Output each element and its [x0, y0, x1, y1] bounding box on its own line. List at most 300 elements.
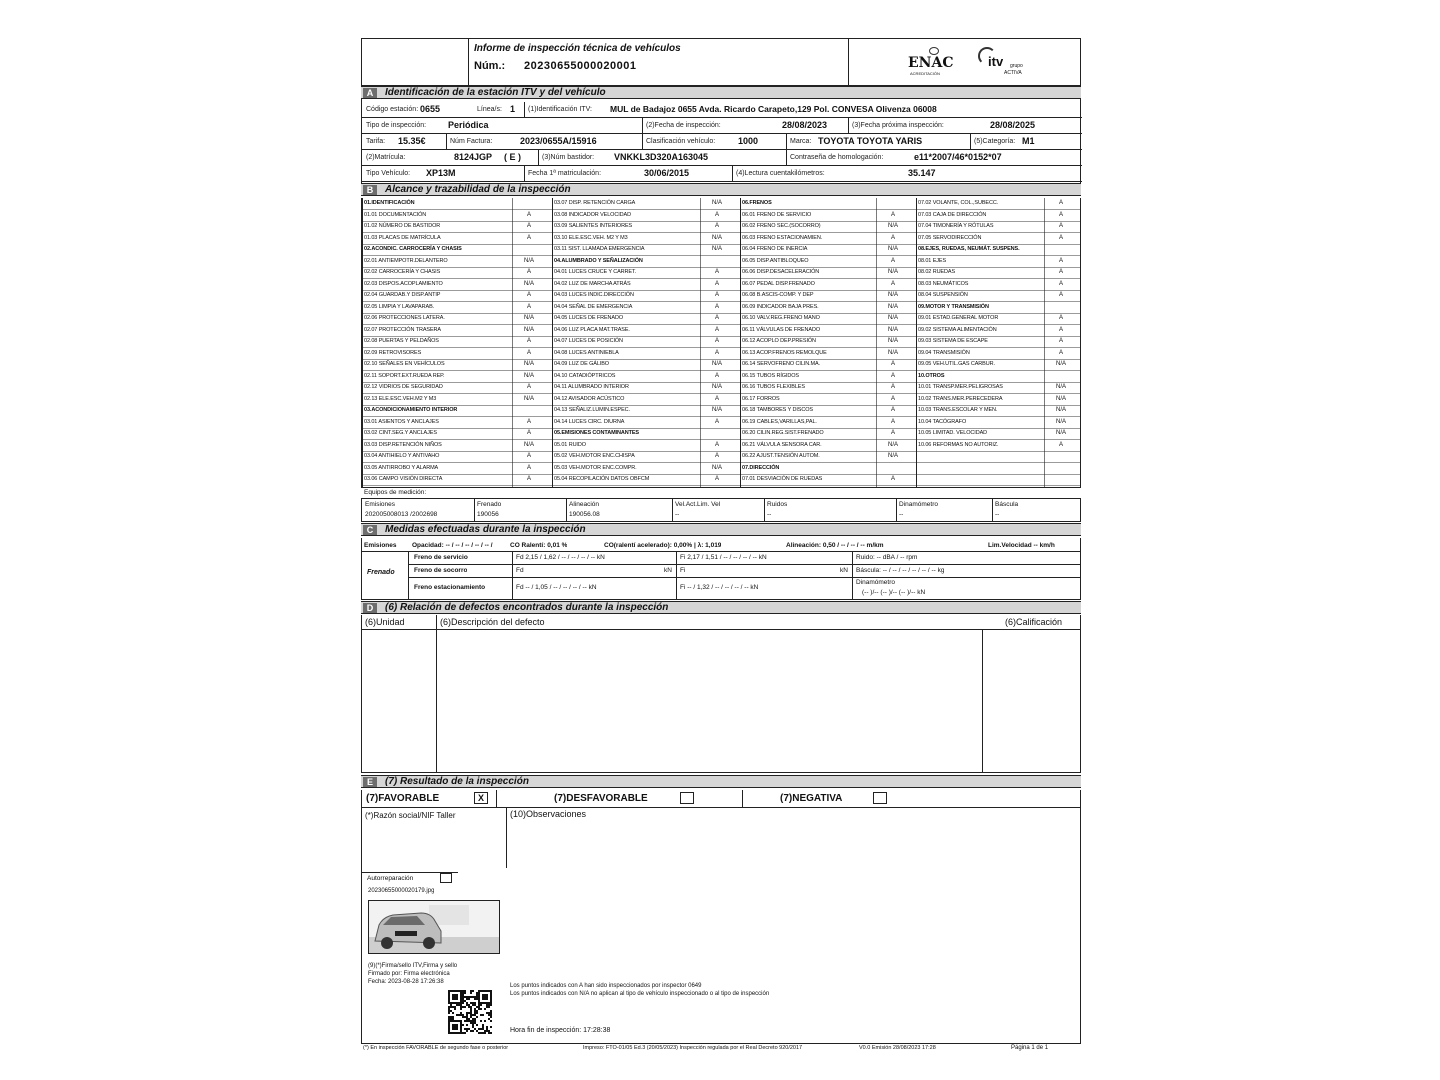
equipo-label: Alineación [569, 501, 599, 508]
equipo-value: -- [899, 511, 904, 518]
alcance-item-result: A [1058, 200, 1063, 206]
alcance-item-result: A [1058, 280, 1063, 287]
resultado-negativa-checkbox [873, 792, 887, 804]
alcance-item-label: 06.11 VÁLVULAS DE FRENADO [742, 326, 820, 333]
matricula-country: ( E ) [504, 152, 521, 162]
autorreparacion-checkbox [440, 873, 452, 883]
resultado-desfavorable-checkbox [680, 792, 694, 804]
section-e-letter: E [363, 777, 377, 787]
alcance-item-label: 08.03 NEUMÁTICOS [918, 280, 969, 287]
alcance-item-label: 01.03 PLACAS DE MATRÍCULA [364, 234, 441, 241]
alcance-item-result: N/A [711, 361, 722, 367]
categoria-label: (5)Categoría: [974, 138, 1016, 145]
alcance-item-label: 06.02 FRENO SEC.(SOCORRO) [742, 223, 821, 229]
alcance-item-result: A [714, 280, 719, 287]
alcance-item-label: 08.01 EJES [918, 257, 947, 264]
freno-socorro-fd-unit: kN [664, 567, 672, 574]
alcance-item-label: 03.05 ANTIRROBO Y ALARMA [364, 464, 439, 471]
alcance-item-result: N/A [523, 372, 534, 379]
contrasena-label: Contraseña de homologación: [790, 154, 884, 161]
alcance-item-label: 04.05 LUCES DE FRENADO [554, 315, 624, 321]
alcance-item-label: 05.01 RUIDO [554, 441, 586, 448]
alcance-item-label: 06.10 VALV.REG.FRENO MANO [742, 315, 820, 321]
alcance-item-result: N/A [887, 303, 898, 310]
alcance-item-result: A [1058, 211, 1063, 218]
alcance-item-label: 06.13 ACOP.FRENOS REMOLQUE [742, 349, 827, 356]
fecha-proxima-label: (3)Fecha próxima inspección: [852, 122, 944, 129]
section-a-body [361, 99, 1081, 195]
section-a-letter: A [363, 88, 377, 98]
autorreparacion-label: Autorreparación [367, 875, 414, 882]
alcance-item-label: 07.04 TIMONERÍA Y RÓTULAS [918, 223, 994, 229]
alcance-item-label: 02.08 PUERTAS Y PELDAÑOS [364, 338, 439, 344]
alcance-item-result: A [890, 407, 895, 413]
alcance-item-result: A [1058, 326, 1063, 333]
alcance-item-result: N/A [523, 395, 534, 402]
freno-socorro-fd: Fd [516, 567, 524, 574]
dinamometro-label: Dinamómetro [856, 579, 896, 586]
freno-servicio-label: Freno de servicio [414, 554, 468, 561]
lectura-km-value: 35.147 [908, 168, 936, 178]
resultado-negativa-label: (7)NEGATIVA [780, 793, 843, 804]
alcance-item-label: 06.12 ACOPLO DEP.PRESIÓN [742, 338, 816, 344]
alineacion-value: Alineación: 0,50 / -- / -- / -- m/km [786, 542, 884, 549]
alcance-item-result: A [890, 476, 895, 482]
alcance-item-label: 07.01 DESVIACIÓN DE RUEDAS [742, 476, 823, 482]
equipo-value: -- [995, 511, 1000, 518]
alcance-item-label: 04.03 LUCES INDIC.DIRECCIÓN [554, 292, 634, 298]
alcance-item-label: 04.ALUMBRADO Y SEÑALIZACIÓN [554, 257, 643, 264]
alcance-item-label: 06.06 DISP.DESACELERACIÓN [742, 269, 820, 275]
alcance-item-label: 10.01 TRANSP.MER.PELIGROSAS [918, 384, 1003, 390]
alcance-item-label: 03.10 ELE.ESC.VEH. M2 Y M3 [554, 234, 628, 241]
bastidor-value: VNKKL3D320A163045 [614, 152, 709, 162]
alcance-item-result: A [714, 338, 719, 344]
fecha-matriculacion-label: Fecha 1ª matriculación: [528, 170, 602, 177]
alcance-item-label: 03.09 SALIENTES INTERIORES [554, 223, 633, 229]
tipo-vehiculo-value: XP13M [426, 168, 456, 178]
freno-servicio-fd: Fd 2,15 / 1,62 / -- / -- / -- / -- kN [516, 554, 605, 561]
lectura-km-label: (4)Lectura cuentakilómetros: [736, 170, 825, 177]
factura-label: Núm Factura: [450, 138, 493, 145]
co-acelerado-value: CO(ralentí acelerado): 0,00% | λ: 1,019 [604, 542, 722, 549]
alcance-item-label: 09.MOTOR Y TRANSMISIÓN [918, 303, 989, 310]
categoria-value: M1 [1022, 136, 1035, 146]
enac-logo-subtext: ACREDITACIÓN [910, 71, 940, 76]
equipo-value: -- [675, 511, 680, 518]
section-c-letter: C [363, 525, 377, 535]
alcance-item-label: 01.01 DOCUMENTACIÓN [364, 211, 427, 218]
opacidad-value: Opacidad: -- / -- / -- / -- / -- / [412, 542, 493, 549]
alcance-item-result: A [526, 234, 531, 241]
section-a-header [361, 86, 1081, 99]
section-d-letter: D [363, 603, 377, 613]
alcance-item-result: N/A [523, 361, 534, 367]
alcance-item-result: N/A [887, 315, 898, 321]
alcance-item-result: N/A [1055, 384, 1066, 390]
alcance-item-result: A [526, 269, 531, 275]
alcance-item-label: 10.02 TRANS.MER.PERECEDERA [918, 395, 1003, 402]
vehicle-photo [368, 900, 500, 954]
alcance-item-result: N/A [887, 349, 898, 356]
firma-line-3: Fecha: 2023-08-28 17:26:38 [368, 979, 444, 985]
observaciones-label: (10)Observaciones [510, 809, 587, 819]
defecto-unidad-header: (6)Unidad [365, 617, 405, 627]
alcance-item-label: 05.02 VEH.MOTOR ENC.CHISPA [554, 453, 635, 459]
qr-code [448, 990, 492, 1034]
alcance-item-label: 10.OTROS [918, 372, 945, 379]
freno-servicio-fi: Fi 2,17 / 1,51 / -- / -- / -- / -- kN [680, 554, 767, 561]
equipo-value: 190056.08 [569, 511, 600, 518]
alcance-item-result: A [526, 384, 531, 390]
alcance-item-result: A [714, 292, 719, 298]
alcance-item-result: N/A [1055, 361, 1066, 367]
section-d-header [361, 601, 1081, 614]
bastidor-label: (3)Núm bastidor: [542, 154, 595, 161]
alcance-item-label: 02.11 SOPORT.EXT.RUEDA REP. [364, 372, 445, 379]
itv-logo-text: itv [988, 55, 1004, 69]
alcance-item-label: 09.02 SISTEMA ALIMENTACIÓN [918, 326, 997, 333]
alcance-item-result: N/A [887, 223, 898, 229]
alcance-item-result: N/A [887, 246, 898, 252]
alcance-item-result: A [890, 257, 895, 264]
resultado-favorable-checkbox: X [474, 792, 488, 804]
alcance-item-result: A [1058, 349, 1063, 356]
alcance-item-result: N/A [711, 464, 722, 471]
alcance-item-label: 01.IDENTIFICACIÓN [364, 200, 415, 206]
freno-estacionamiento-label: Freno estacionamiento [414, 584, 486, 591]
qr-code-icon [448, 990, 492, 1034]
alcance-item-label: 08.04 SUSPENSIÓN [918, 292, 968, 298]
alcance-item-label: 03.11 SIST. LLAMADA EMERGENCIA [554, 246, 645, 252]
alcance-item-result: N/A [887, 269, 898, 275]
resultado-desfavorable-label: (7)DESFAVORABLE [554, 793, 648, 804]
alcance-item-label: 06.21 VÁLVULA SENSORA CAR. [742, 441, 822, 448]
alcance-item-result: N/A [711, 200, 722, 206]
alcance-item-label: 02.07 PROTECCIÓN TRASERA [364, 326, 441, 333]
alcance-item-result: A [714, 326, 719, 333]
resultado-body [361, 808, 1081, 1044]
alcance-item-label: 06.20 CILIN.REG.SIST.FRENADO [742, 430, 824, 436]
alcance-item-result: A [526, 338, 531, 344]
alcance-item-label: 02.09 RETROVISORES [364, 349, 422, 356]
fecha-inspeccion-value: 28/08/2023 [782, 120, 828, 130]
linea-label: Línea/s: [477, 106, 502, 113]
factura-value: 2023/0655A/15916 [520, 136, 597, 146]
report-number: 20230655000020001 [524, 60, 637, 72]
alcance-item-label: 06.14 SERVOFRENO CILIN.MA. [742, 361, 820, 367]
alcance-item-label: 06.07 PEDAL DISP.FRENADO [742, 280, 815, 287]
codigo-estacion-label: Código estación: [366, 106, 419, 113]
identificacion-itv-value: MUL de Badajoz 0655 Avda. Ricardo Carapeto,129 Pol. CONVESA Olivenza 06008 [610, 104, 937, 114]
alcance-item-result: A [526, 349, 531, 356]
codigo-estacion-value: 0655 [420, 104, 441, 114]
alcance-item-result: A [1058, 269, 1063, 275]
alcance-item-result: A [890, 361, 895, 367]
alcance-item-result: A [1058, 234, 1063, 241]
report-header [361, 38, 1081, 86]
alcance-item-result: N/A [887, 453, 898, 459]
alcance-item-label: 03.08 INDICADOR VELOCIDAD [554, 211, 631, 218]
alcance-item-label: 09.01 ESTAD.GENERAL MOTOR [918, 315, 999, 321]
alcance-item-label: 03.07 DISP. RETENCIÓN CARGA [554, 200, 636, 206]
emisiones-label: Emisiones [364, 542, 397, 549]
bascula-value: Báscula: -- / -- / -- / -- / -- / -- kg [856, 567, 945, 574]
equipo-label: Vel.Act.Lim. Vel [675, 501, 721, 508]
alcance-item-result: N/A [887, 326, 898, 333]
section-c-title: Medidas efectuadas durante la inspección [385, 524, 586, 535]
alcance-item-label: 05.EMISIONES CONTAMINANTES [554, 430, 640, 436]
alcance-item-result: A [526, 453, 531, 459]
alcance-item-result: N/A [523, 326, 534, 333]
alcance-item-result: A [714, 349, 719, 356]
alcance-item-label: 03.03 DISP.RETENCIÓN NIÑOS [364, 441, 442, 448]
equipo-label: Dinamómetro [899, 501, 939, 508]
equipos-label: Equipos de medición: [364, 489, 427, 496]
alcance-item-label: 09.05 VEH.UTIL.GAS CARBUR. [918, 361, 995, 367]
itv-logo [976, 43, 1046, 83]
dinamometro-value: (-- )/-- (-- )/-- (-- )/-- kN [862, 589, 926, 596]
section-b-title: Alcance y trazabilidad de la inspección [385, 184, 571, 195]
alcance-item-result: N/A [1055, 430, 1066, 436]
ruido-value: Ruido: -- dBA / -- rpm [856, 554, 918, 561]
alcance-item-result: A [1058, 257, 1063, 264]
alcance-item-label: 06.17 FORROS [742, 395, 780, 402]
alcance-item-label: 02.02 CARROCERÍA Y CHASIS [364, 269, 441, 275]
section-e-title: (7) Resultado de la inspección [385, 776, 529, 787]
lim-velocidad-value: Lim.Velocidad -- km/h [988, 542, 1055, 549]
alcance-item-result: A [714, 372, 719, 379]
contrasena-value: e11*2007/46*0152*07 [914, 152, 1002, 162]
tipo-vehiculo-label: Tipo Vehículo: [366, 170, 411, 177]
freno-socorro-fi-unit: kN [840, 567, 848, 574]
alcance-item-label: 02.10 SEÑALES EN VEHÍCULOS [364, 361, 445, 367]
alcance-item-result: A [714, 315, 719, 321]
alcance-item-result: A [714, 303, 719, 310]
itv-logo-subtext: grupo [1010, 63, 1023, 69]
photo-filename: 20230655000020179.jpg [368, 888, 435, 894]
alcance-item-label: 06.03 FRENO ESTACIONAMIEN. [742, 234, 823, 241]
clasificacion-value: 1000 [738, 136, 759, 146]
equipo-value: 202005008013 /2002698 [365, 511, 438, 518]
freno-socorro-label: Freno de socorro [414, 567, 468, 574]
alcance-item-result: A [526, 211, 531, 218]
alcance-item-result: A [526, 303, 531, 310]
alcance-item-label: 05.04 RECOPILACIÓN DATOS OBFCM [554, 476, 650, 482]
alcance-item-result: N/A [711, 384, 722, 390]
alcance-item-label: 06.05 DISP.ANTIBLOQUEO [742, 257, 809, 264]
report-title: Informe de inspección técnica de vehículos [474, 43, 681, 54]
alcance-item-result: A [526, 418, 531, 425]
defecto-calificacion-header: (6)Calificación [1005, 617, 1063, 627]
alcance-item-label: 03.ACONDICIONAMIENTO INTERIOR [364, 407, 458, 413]
alcance-item-label: 02.01 ANTIEMPOTR.DELANTERO [364, 257, 448, 264]
alcance-item-label: 03.01 ASIENTOS Y ANCLAJES [364, 418, 439, 425]
section-a-title: Identificación de la estación ITV y del vehículo [385, 87, 606, 98]
firma-line-2: Firmado por: Firma electrónica [368, 971, 450, 977]
tipo-inspeccion-label: Tipo de inspección: [366, 122, 427, 129]
section-b-header [361, 183, 1081, 196]
resultado-row [361, 790, 1081, 808]
alcance-item-result: A [890, 395, 895, 402]
alcance-item-label: 10.06 REFORMAS NO AUTORIZ. [918, 441, 999, 448]
alcance-item-label: 02.13 ELE.ESC.VEH.M2 Y M3 [364, 395, 437, 402]
alcance-item-result: A [714, 441, 719, 448]
alcance-item-result: A [526, 476, 531, 482]
alcance-item-label: 07.05 SERVODIRECCIÓN [918, 234, 982, 241]
alcance-item-result: N/A [523, 280, 534, 287]
nota-no-aplica: Los puntos indicados con N/A no aplican al tipo de vehículo inspeccionado o al tipo de inspección [510, 991, 770, 997]
firma-line-1: (9)(*)Firma/sello ITV,Firma y sello [368, 963, 458, 969]
inspection-report [361, 38, 1081, 1056]
equipo-label: Frenado [477, 501, 502, 508]
co-ralenti-value: CO Ralentí: 0,01 % [510, 542, 568, 549]
alcance-item-result: A [1058, 223, 1063, 229]
fecha-proxima-value: 28/08/2025 [990, 120, 1036, 130]
alcance-item-label: 04.04 SEÑAL DE EMERGENCIA [554, 303, 633, 310]
alcance-item-result: N/A [523, 315, 534, 321]
alcance-item-label: 05.03 VEH.MOTOR ENC.COMPR. [554, 464, 637, 471]
equipo-label: Emisiones [365, 501, 395, 508]
alcance-item-label: 02.05 LIMPIA Y LAVAPARAB. [364, 303, 435, 310]
alcance-grid [361, 198, 1081, 488]
alcance-item-label: 06.22 AJUST.TENSIÓN AUTOM. [742, 453, 820, 459]
resultado-favorable-label: (7)FAVORABLE [366, 793, 440, 804]
alcance-item-label: 03.04 ANTIHIELO Y ANTIVAHO [364, 453, 440, 459]
alcance-item-label: 03.02 CINT.SEG.Y ANCLAJES [364, 430, 437, 436]
alcance-item-result: A [714, 476, 719, 482]
alcance-item-label: 09.04 TRANSMISIÓN [918, 349, 970, 356]
alcance-item-label: 04.11 ALUMBRADO INTERIOR [554, 384, 629, 390]
alcance-item-result: N/A [887, 292, 898, 298]
alcance-item-label: 06.16 TUBOS FLEXIBLES [742, 384, 805, 390]
alcance-item-label: 07.02 VOLANTE, COL.,SUBECC. [918, 200, 999, 206]
equipo-label: Ruidos [767, 501, 788, 508]
report-number-label: Núm.: [474, 60, 506, 72]
alcance-item-label: 10.04 TACÓGRAFO [918, 418, 967, 425]
alcance-item-result: A [1058, 338, 1063, 344]
alcance-item-result: A [1058, 315, 1063, 321]
alcance-item-label: 04.06 LUZ PLACA MAT.TRASE. [554, 326, 630, 333]
alcance-item-result: A [890, 418, 895, 425]
frenado-label: Frenado [367, 569, 395, 576]
freno-socorro-fi: Fi [680, 567, 686, 574]
alcance-item-result: A [714, 395, 719, 402]
footer-printed: Impreso: FTO-01/05 Ed.3 (20/05/2023) Inspección regulada por el Real Decreto 920/2017 [583, 1045, 803, 1051]
alcance-item-label: 04.14 LUCES CIRC. DIURNA [554, 418, 625, 425]
alcance-item-result: A [890, 211, 895, 218]
equipos-medicion [361, 498, 1081, 522]
alcance-item-result: N/A [523, 441, 534, 448]
alcance-item-result: A [526, 430, 531, 436]
alcance-item-label: 02.03 DISPOS.ACOPLAMIENTO [364, 280, 443, 287]
alcance-item-label: 02.06 PROTECCIONES LATERA. [364, 315, 445, 321]
alcance-item-label: 02.04 GUARDAB.Y DISP.ANTIP [364, 292, 441, 298]
alcance-item-result: A [1058, 292, 1063, 298]
itv-logo-subtext-2: ACTIVA [1004, 70, 1022, 76]
alcance-item-label: 08.02 RUEDAS [918, 269, 956, 275]
equipo-value: -- [767, 511, 772, 518]
section-b-letter: B [363, 185, 377, 195]
alcance-item-label: 06.19 CABLES,VARILLAS,PAL. [742, 418, 817, 425]
fecha-matriculacion-value: 30/06/2015 [644, 168, 690, 178]
enac-logo [905, 47, 963, 79]
alcance-item-label: 04.01 LUCES CRUCE Y CARRET. [554, 269, 637, 275]
defecto-descripcion-header: (6)Descripción del defecto [440, 617, 545, 627]
footer-emision: V0.0 Emisión 28/08/2023 17:28 [859, 1045, 936, 1051]
alcance-item-result: A [714, 223, 719, 229]
alcance-item-result: A [714, 453, 719, 459]
alcance-item-label: 04.09 LUZ DE GÁLIBO [554, 361, 609, 367]
alcance-item-label: 04.08 LUCES ANTINIEBLA [554, 349, 619, 356]
alcance-item-label: 06.FRENOS [742, 200, 772, 206]
alcance-item-label: 04.12 AVISADOR ACÚSTICO [554, 395, 625, 402]
identificacion-itv-label: (1)Identificación ITV: [528, 106, 592, 113]
hora-fin-inspeccion: Hora fin de inspección: 17:28:38 [510, 1027, 611, 1034]
fecha-inspeccion-label: (2)Fecha de inspección: [646, 122, 721, 129]
equipo-value: 190056 [477, 511, 499, 518]
alcance-item-label: 10.05 LIMITAD. VELOCIDAD [918, 430, 988, 436]
alcance-item-result: N/A [887, 441, 898, 448]
section-e-header [361, 775, 1081, 788]
footer-page: Página 1 de 1 [1011, 1045, 1049, 1051]
section-c-header [361, 523, 1081, 536]
alcance-item-result: N/A [523, 257, 534, 264]
matricula-label: (2)Matrícula: [366, 154, 406, 161]
alcance-item-label: 01.02 NÚMERO DE BASTIDOR [364, 223, 441, 229]
alcance-item-label: 06.04 FRENO DE INERCIA [742, 246, 808, 252]
alcance-item-result: N/A [887, 338, 898, 344]
alcance-item-result: A [714, 269, 719, 275]
alcance-item-label: 04.07 LUCES DE POSICIÓN [554, 338, 623, 344]
alcance-item-result: N/A [1055, 407, 1066, 413]
alcance-item-label: 02.ACONDIC. CARROCERÍA Y CHASIS [364, 246, 462, 252]
alcance-item-result: A [526, 292, 531, 298]
alcance-item-label: 06.18 TAMBORES Y DISCOS [742, 407, 813, 413]
razon-social-label: (*)Razón social/NIF Taller [365, 811, 456, 820]
equipo-label: Báscula [995, 501, 1019, 508]
alcance-item-result: N/A [711, 407, 722, 413]
marca-value: TOYOTA TOYOTA YARIS [818, 136, 923, 146]
tarifa-value: 15.35€ [398, 136, 426, 146]
alcance-item-label: 04.13 SEÑALIZ.LUMIN.ESPEC. [554, 407, 630, 413]
alcance-item-result: A [890, 430, 895, 436]
alcance-item-label: 06.09 INDICADOR BAJA PRES. [742, 303, 819, 310]
alcance-item-label: 09.03 SISTEMA DE ESCAPE [918, 338, 988, 344]
freno-estacionamiento-fd: Fd -- / 1,05 / -- / -- / -- / -- kN [516, 584, 597, 591]
freno-estacionamiento-fi: Fi -- / 1,32 / -- / -- / -- / -- kN [680, 584, 759, 591]
alcance-item-result: A [890, 384, 895, 390]
alcance-item-result: A [714, 418, 719, 425]
tipo-inspeccion-value: Periódica [448, 120, 489, 130]
tarifa-label: Tarifa: [366, 138, 386, 145]
alcance-item-label: 04.02 LUZ DE MARCHA ATRÁS [554, 280, 631, 287]
medidas-table [361, 538, 1081, 600]
alcance-item-result: N/A [1055, 418, 1066, 425]
alcance-item-result: A [714, 211, 719, 218]
matricula-value: 8124JGP [454, 152, 493, 162]
alcance-item-label: 06.15 TUBOS RÍGIDOS [742, 372, 799, 379]
enac-logo-text: ENAC [908, 56, 954, 70]
alcance-item-label: 06.08 B.ASCIS-COMP. Y DEP [742, 292, 814, 298]
alcance-item-label: 08.EJES, RUEDAS, NEUMÁT. SUSPENS. [918, 246, 1020, 252]
nota-inspector: Los puntos indicados con A han sido inspeccionados por inspector 0649 [510, 983, 702, 989]
alcance-item-label: 02.12 VIDRIOS DE SEGURIDAD [364, 384, 443, 390]
marca-label: Marca: [790, 138, 812, 145]
defectos-table [361, 615, 1081, 773]
section-d-title: (6) Relación de defectos encontrados durante la inspección [385, 602, 669, 613]
alcance-item-result: A [890, 234, 895, 241]
